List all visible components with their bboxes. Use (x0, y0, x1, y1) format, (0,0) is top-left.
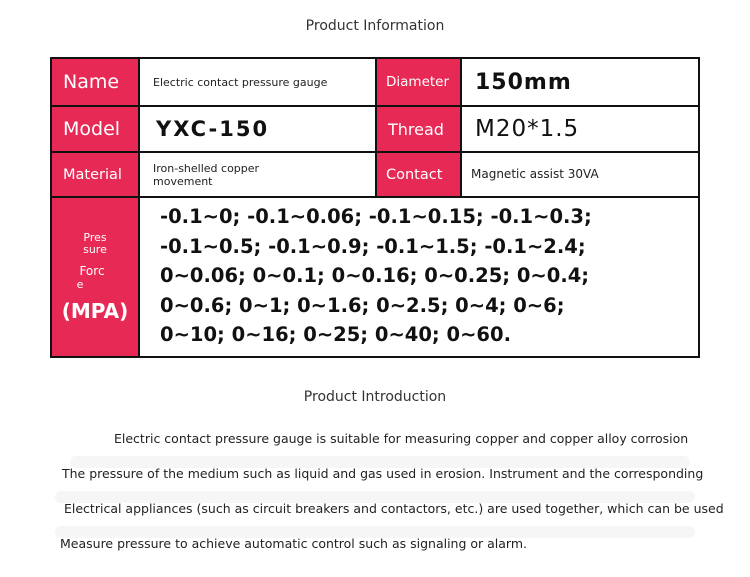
material-value-line1: Iron-shelled copper (153, 161, 260, 175)
diameter-value-cell (462, 59, 698, 105)
intro-paragraph-line: Electric contact pressure gauge is suitable for measuring copper and copper alloy corrosion (114, 431, 689, 446)
pressure-range-line: 0~10; 0~16; 0~25; 0~40; 0~60. (160, 323, 511, 346)
grid-line (138, 59, 140, 356)
grid-line (52, 151, 698, 153)
pressure-label-cell (52, 198, 138, 356)
pressure-ranges (160, 202, 695, 350)
thread-label-cell (377, 107, 460, 151)
grid-line (52, 196, 698, 198)
pressure-range-line: 0~0.6; 0~1; 0~1.6; 0~2.5; 0~4; 0~6; (160, 293, 565, 317)
thread-value-cell (462, 107, 698, 151)
pressure-range-line: -0.1~0; -0.1~0.06; -0.1~0.15; -0.1~0.3; (160, 205, 592, 228)
pressure-label-line3: Forc (79, 263, 105, 278)
pressure-label-line1: Pres (83, 230, 107, 244)
thread-label: Thread (388, 119, 444, 139)
pressure-label-line2: sure (83, 242, 107, 256)
diameter-label: Diameter (386, 74, 450, 90)
name-value-cell (140, 59, 375, 105)
intro-paragraph-line: Electrical appliances (such as circuit breakers and contactors, etc.) are used together, which can be used (64, 501, 724, 516)
model-value: YXC-150 (156, 117, 270, 141)
model-value-cell (140, 107, 375, 151)
material-label-cell (52, 153, 138, 196)
model-label: Model (63, 118, 121, 140)
material-value-line2: movement (153, 174, 213, 188)
pressure-label-line4: e (76, 277, 84, 291)
thread-value: M20*1.5 (475, 116, 580, 142)
contact-value-cell (462, 153, 698, 196)
name-label: Name (63, 71, 120, 93)
grid-line (460, 59, 462, 196)
name-label-cell (52, 59, 138, 105)
product-introduction-title: Product Introduction (303, 389, 447, 405)
grid-line (52, 105, 698, 107)
product-information-title: Product Information (305, 18, 445, 34)
intro-paragraph-line: The pressure of the medium such as liquid and gas used in erosion. Instrument and the corresponding (62, 466, 704, 481)
pressure-range-line: 0~0.06; 0~0.1; 0~0.16; 0~0.25; 0~0.4; (160, 264, 590, 287)
diameter-value: 150mm (475, 69, 572, 95)
grid-line (375, 59, 377, 196)
model-label-cell (52, 107, 138, 151)
intro-paragraph-line: Measure pressure to achieve automatic control such as signaling or alarm. (60, 536, 528, 551)
material-value-cell (140, 153, 375, 196)
diameter-label-cell (377, 59, 460, 105)
pressure-range-line: -0.1~0.5; -0.1~0.9; -0.1~1.5; -0.1~2.4; (160, 234, 586, 258)
contact-label-cell (377, 153, 460, 196)
pressure-label-unit: (MPA) (61, 298, 129, 323)
material-label: Material (63, 166, 122, 183)
contact-label: Contact (386, 166, 443, 183)
contact-value: Magnetic assist 30VA (471, 167, 599, 181)
name-value: Electric contact pressure gauge (153, 75, 328, 89)
